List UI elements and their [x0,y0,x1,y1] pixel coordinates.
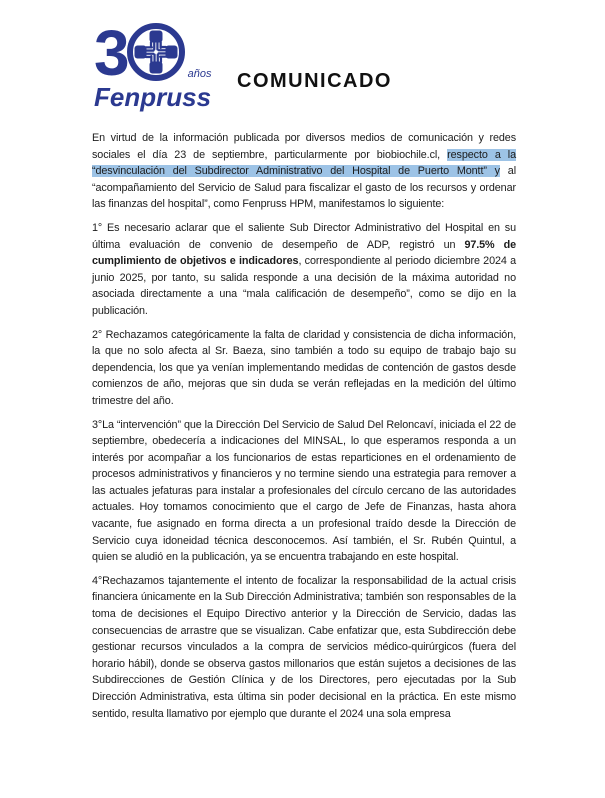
text-run-normal: al “acompañamiento del Servicio de Salud para fiscalizar el gasto de los recursos y ordenar las finanzas del hospital”, como Fenpruss HPM, manifestamos lo siguiente: [92,165,516,211]
paragraph-point-3 [92,417,516,566]
text-run-normal: 3°La “intervención” que la Dirección Del Servicio de Salud Del Reloncaví, iniciada el 22 de septiembre, obedecería a indicaciones del MINSAL, lo que esperamos responda a un interés por acompañar a los funcionarios de estas reparticiones en el ordenamiento de procesos administrativos y financieros y no termine siendo una estrategia para remover a las actuales jefaturas para instalar a profesionales del círculo cercano de las autoridades actuales. Hoy tomamos conocimiento que el cargo de Jefe de Finanzas, hasta ahora vacante, fue asignado en forma directa a un profesional traído desde la Dirección de Servicio cuya idoneidad técnica desconocemos. Así también, el Sr. Rubén Quintul, a quien se aludió en la publicación, ya se encuentra trabajando en este hospital. [92,418,516,564]
page-title: COMUNICADO [237,70,392,92]
text-run-normal: 1° Es necesario aclarar que el saliente Sub Director Administrativo del Hospital en su última evaluación de convenio de desempeño de ADP, registró un [92,221,516,251]
paragraph-point-2 [92,327,516,410]
text-run-highlight: respecto a la “desvinculación del Subdirector Administrativo del Hospital de Puerto Montt” y [92,148,516,178]
paragraph-point-1 [92,220,516,320]
fenpruss-logo [94,17,244,113]
paragraph-intro [92,130,516,213]
document-body [92,130,516,729]
text-run-normal: En virtud de la información publicada por diversos medios de comunicación y redes sociales el día 23 de septiembre, particularmente por biobiochile.cl, [92,132,516,161]
text-run-normal: 2° Rechazamos categóricamente la falta de claridad y consistencia de dicha información, la que no solo afecta al Sr. Baeza, sino también a todo su equipo de trabajo bajo su dependencia, los que ya venían implementando medidas de contención de gastos desde comienzos de año, mejoras que sin duda se verán reflejadas en la medición del último trimestre del año. [92,328,516,407]
logo-anos-label: años [187,68,212,80]
text-run-normal: , correspondiente al periodo diciembre 2024 a junio 2025, por tanto, su salida responde a una decisión de la máxima autoridad no asociada directamente a una “mala calificación de desempeño”, como se dijo en la publicación. [92,255,516,317]
text-run-normal: 4°Rechazamos tajantemente el intento de focalizar la responsabilidad de la actual crisis financiera únicamente en la Sub Dirección Administrativa; también son responsables de la toma de decisiones el Equipo Directivo anterior y la Dirección de Servicio, dadas las consecuencias de arrastre que se visualizan. Cabe enfatizar que, esta Subdirección debe gestionar recursos vinculados a la compra de servicios médico-quirúrgicos (fuera del horario hábil), donde se observa gastos millonarios que están sujetos a decisiones de las Subdirecciones de Gestión Clínica y de los Directores, pero ejecutadas por la Sub Dirección Administrativa, esta última sin poder decisional en la práctica. En este mismo sentido, resulta llamativo por ejemplo que durante el 2024 una sola empresa [92,574,516,720]
logo-wordmark: Fenpruss [94,82,212,112]
logo-30-anniversary [94,17,244,89]
hands-cross-circle-icon [126,22,186,82]
logo-number-3: 3 [94,17,127,89]
text-run-bold: 97.5% de cumplimiento de objetivos e indicadores [92,238,516,268]
paragraph-point-4 [92,573,516,722]
